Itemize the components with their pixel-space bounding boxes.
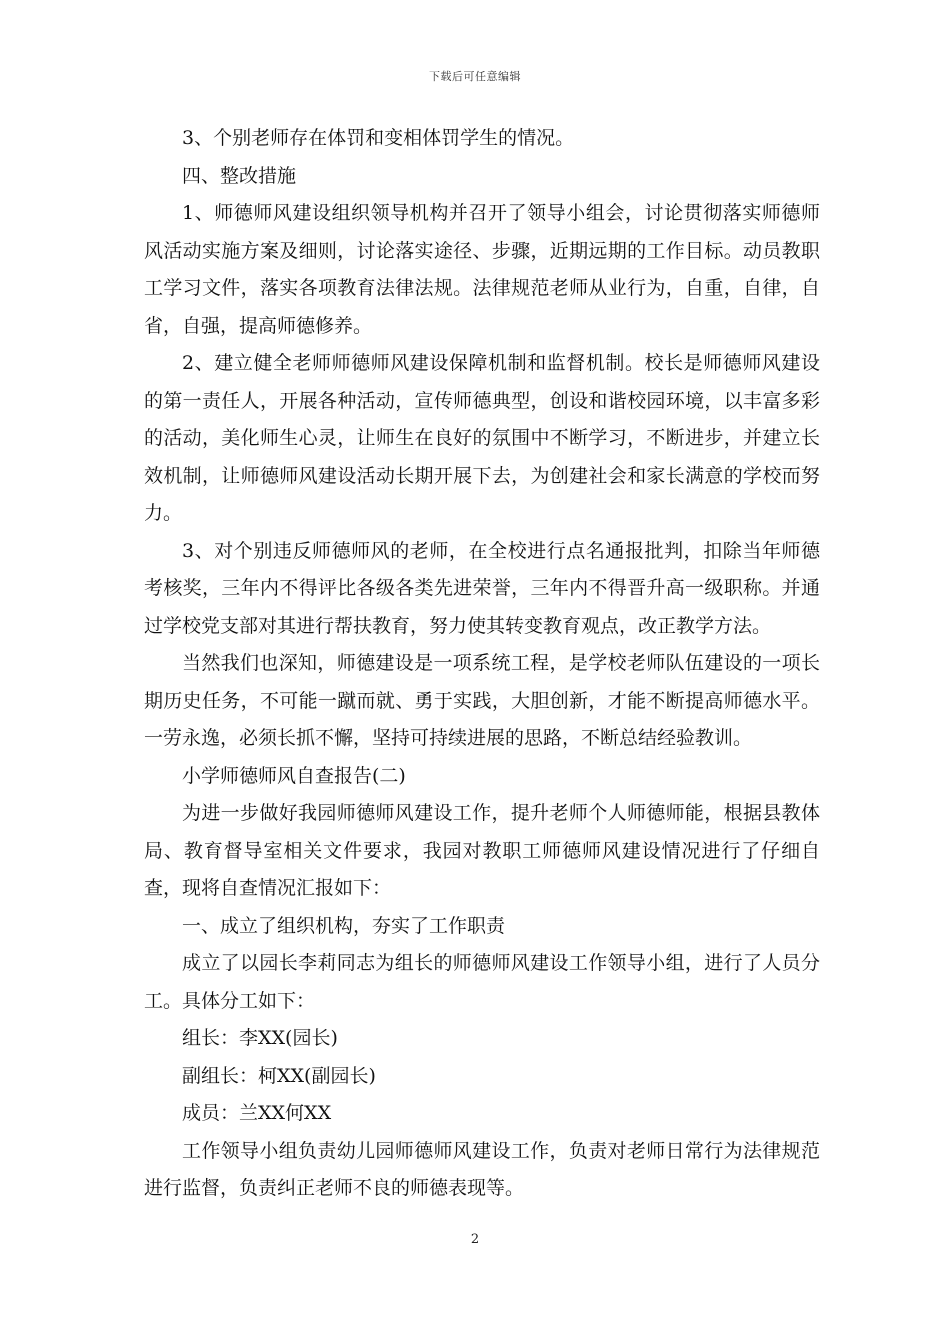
paragraph-3: 2、建立健全老师师德师风建设保障机制和监督机制。校长是师德师风建设的第一责任人，开展各种活动，宣传师德典型，创设和谐校园环境，以丰富多彩的活动，美化师生心灵，让师生在良好的氛围中不断学习，不断进步，并建立长效机制，让师德师风建设活动长期开展下去，为创建社会和家长满意的学校而努力。 [144, 352, 820, 524]
section-heading-organization: 一、成立了组织机构，夯实了工作职责 [182, 914, 506, 937]
document-body [144, 120, 820, 1208]
paragraph-5: 当然我们也深知，师德建设是一项系统工程，是学校老师队伍建设的一项长期历史任务，不可能一蹴而就、勇于实践，大胆创新，才能不断提高师德水平。一劳永逸，必须长抓不懈，坚持可持续进展的思路，不断总结经验教训。 [144, 652, 820, 749]
member-leader: 组长：李XX(园长) [182, 1027, 338, 1049]
member-deputy-leader: 副组长：柯XX(副园长) [182, 1064, 376, 1087]
paragraph-4: 3、对个别违反师德师风的老师，在全校进行点名通报批判，扣除当年师德考核奖，三年内不得评比各级各类先进荣誉，三年内不得晋升高一级职称。并通过学校党支部对其进行帮扶教育，努力使其转变教育观点，改正教学方法。 [144, 539, 820, 637]
paragraph-1: 3、个别老师存在体罚和变相体罚学生的情况。 [182, 127, 575, 149]
paragraph-7: 成立了以园长李莉同志为组长的师德师风建设工作领导小组，进行了人员分工。具体分工如下： [144, 952, 820, 1012]
header-note: 下载后可任意编辑 [429, 70, 521, 83]
paragraph-6: 为进一步做好我园师德师风建设工作，提升老师个人师德师能，根据县教体局、教育督导室相关文件要求，我园对教职工师德师风建设情况进行了仔细自查，现将自查情况汇报如下： [144, 802, 820, 899]
section-heading-measures: 四、整改措施 [182, 164, 297, 187]
report-subtitle: 小学师德师风自查报告(二) [182, 764, 406, 787]
paragraph-2: 1、师德师风建设组织领导机构并召开了领导小组会，讨论贯彻落实师德师风活动实施方案及细则，讨论落实途径、步骤，近期远期的工作目标。动员教职工学习文件，落实各项教育法律法规。法律规范老师从业行为，自重，自律，自省，自强，提高师德修养。 [144, 202, 820, 337]
paragraph-8: 工作领导小组负责幼儿园师德师风建设工作，负责对老师日常行为法律规范进行监督，负责纠正老师不良的师德表现等。 [144, 1139, 820, 1199]
page-number: 2 [470, 1232, 480, 1247]
member-members: 成员：兰XX何XX [182, 1102, 332, 1124]
